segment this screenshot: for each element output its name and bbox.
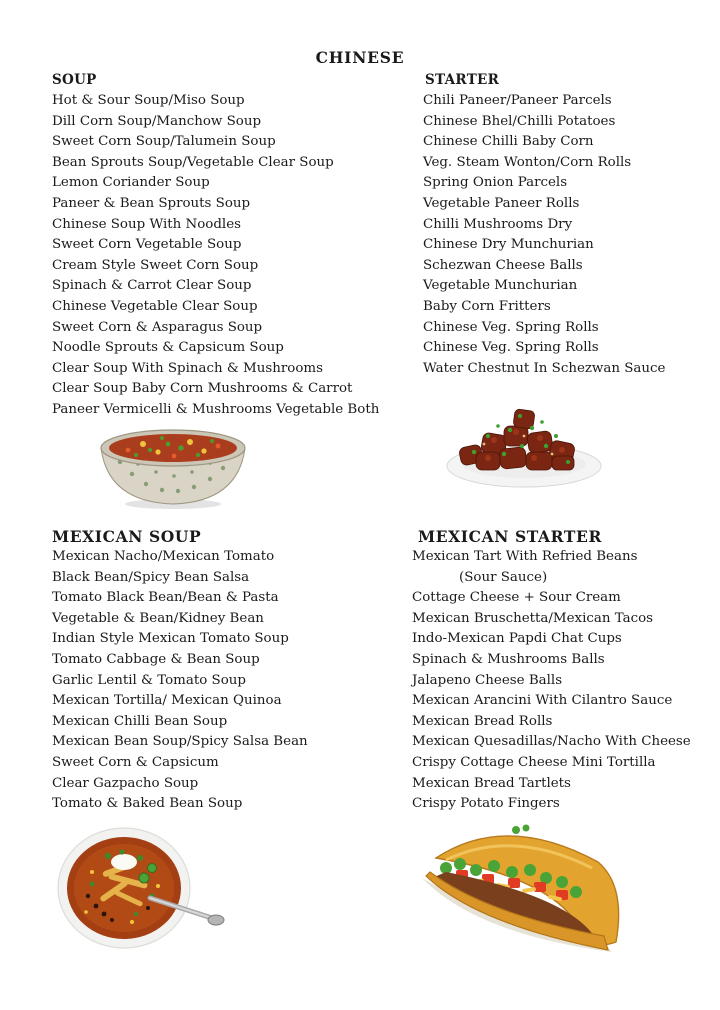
menu-item: Hot & Sour Soup/Miso Soup [52, 93, 245, 108]
menu-item: Jalapeno Cheese Balls [412, 672, 563, 688]
menu-item: Mexican Nacho/Mexican Tomato [52, 549, 275, 564]
menu-item: Paneer & Bean Sprouts Soup [52, 195, 251, 211]
chinese-starter-section [423, 70, 665, 379]
menu-item: Chinese Bhel/Chilli Potatoes [423, 113, 616, 129]
menu-item: Chili Paneer/Paneer Parcels [423, 93, 612, 108]
menu-item: Garlic Lentil & Tomato Soup [52, 672, 246, 688]
taco-image [416, 824, 626, 956]
menu-item: Chinese Veg. Spring Rolls [423, 340, 599, 356]
menu-item: Sweet Corn & Capsicum [52, 754, 219, 770]
mexican-soup-section [52, 526, 308, 815]
menu-item: Mexican Bread Tartlets [412, 775, 571, 791]
menu-item: Tomato Black Bean/Bean & Pasta [52, 590, 279, 606]
menu-item: Vegetable Munchurian [423, 278, 578, 294]
chinese-soup-heading: SOUP [52, 72, 97, 88]
mexican-soup-heading: MEXICAN SOUP [52, 527, 202, 546]
menu-item: Tomato Cabbage & Bean Soup [52, 651, 260, 667]
chinese-soup-section [52, 70, 379, 421]
chinese-soup-list [52, 91, 379, 421]
menu-item: Chilli Mushrooms Dry [423, 216, 573, 232]
menu-item: Veg. Steam Wonton/Corn Rolls [423, 154, 632, 170]
menu-item: Mexican Bean Soup/Spicy Salsa Bean [52, 734, 308, 750]
chinese-starter-heading: STARTER [425, 72, 500, 88]
menu-item: Bean Sprouts Soup/Vegetable Clear Soup [52, 154, 334, 170]
menu-item: Spinach & Carrot Clear Soup [52, 278, 252, 294]
menu-item: Clear Gazpacho Soup [52, 775, 199, 791]
menu-item: Paneer Vermicelli & Mushrooms Vegetable Both [52, 401, 380, 417]
menu-item: Mexican Tortilla/ Mexican Quinoa [52, 693, 282, 709]
menu-item: Chinese Veg. Spring Rolls [423, 319, 599, 335]
menu-item: Chinese Chilli Baby Corn [423, 134, 594, 150]
menu-item: Vegetable Paneer Rolls [423, 195, 580, 211]
menu-item: Mexican Tart With Refried Beans [412, 549, 638, 564]
menu-item: Noodle Sprouts & Capsicum Soup [52, 340, 284, 356]
menu-item: Indo-Mexican Papdi Chat Cups [412, 631, 622, 647]
soup-bowl-image [98, 424, 248, 512]
page-title: CHINESE [315, 48, 405, 67]
chilli-paneer-image [444, 406, 604, 494]
mexican-starter-heading: MEXICAN STARTER [418, 527, 602, 546]
menu-item: Crispy Potato Fingers [412, 796, 560, 812]
menu-item: Mexican Arancini With Cilantro Sauce [412, 693, 673, 709]
menu-item: Baby Corn Fritters [423, 298, 551, 314]
menu-item: Dill Corn Soup/Manchow Soup [52, 113, 262, 129]
menu-item: (Sour Sauce) [459, 569, 548, 585]
menu-item: Black Bean/Spicy Bean Salsa [52, 569, 250, 585]
menu-item: Water Chestnut In Schezwan Sauce [423, 360, 666, 376]
menu-item: Chinese Soup With Noodles [52, 216, 242, 232]
menu-item: Cottage Cheese + Sour Cream [412, 590, 621, 606]
menu-item: Sweet Corn Vegetable Soup [52, 237, 242, 253]
menu-item: Lemon Coriander Soup [52, 175, 210, 191]
menu-item: Tomato & Baked Bean Soup [52, 796, 243, 812]
menu-item: Mexican Quesadillas/Nacho With Cheese [412, 734, 691, 750]
menu-item: Chinese Dry Munchurian [423, 237, 594, 253]
tortilla-soup-image [52, 826, 227, 954]
menu-item: Sweet Corn & Asparagus Soup [52, 319, 263, 335]
menu-item: Mexican Bread Rolls [412, 713, 553, 729]
menu-item: Chinese Vegetable Clear Soup [52, 298, 258, 314]
menu-item: Clear Soup Baby Corn Mushrooms & Carrot [52, 381, 353, 397]
mexican-starter-list [412, 547, 691, 815]
menu-item: Spinach & Mushrooms Balls [412, 651, 605, 667]
menu-item: Sweet Corn Soup/Talumein Soup [52, 134, 276, 150]
menu-item: Mexican Bruschetta/Mexican Tacos [412, 610, 654, 626]
menu-item: Indian Style Mexican Tomato Soup [52, 631, 289, 647]
mexican-soup-list [52, 547, 308, 815]
menu-item: Vegetable & Bean/Kidney Bean [52, 610, 264, 626]
chinese-starter-list [423, 91, 665, 379]
menu-item: Spring Onion Parcels [423, 175, 568, 191]
mexican-starter-section [412, 526, 691, 815]
menu-item: Cream Style Sweet Corn Soup [52, 257, 259, 273]
menu-item: Mexican Chilli Bean Soup [52, 713, 228, 729]
menu-item: Crispy Cottage Cheese Mini Tortilla [412, 754, 656, 770]
menu-item: Schezwan Cheese Balls [423, 257, 583, 273]
menu-item: Clear Soup With Spinach & Mushrooms [52, 360, 323, 376]
